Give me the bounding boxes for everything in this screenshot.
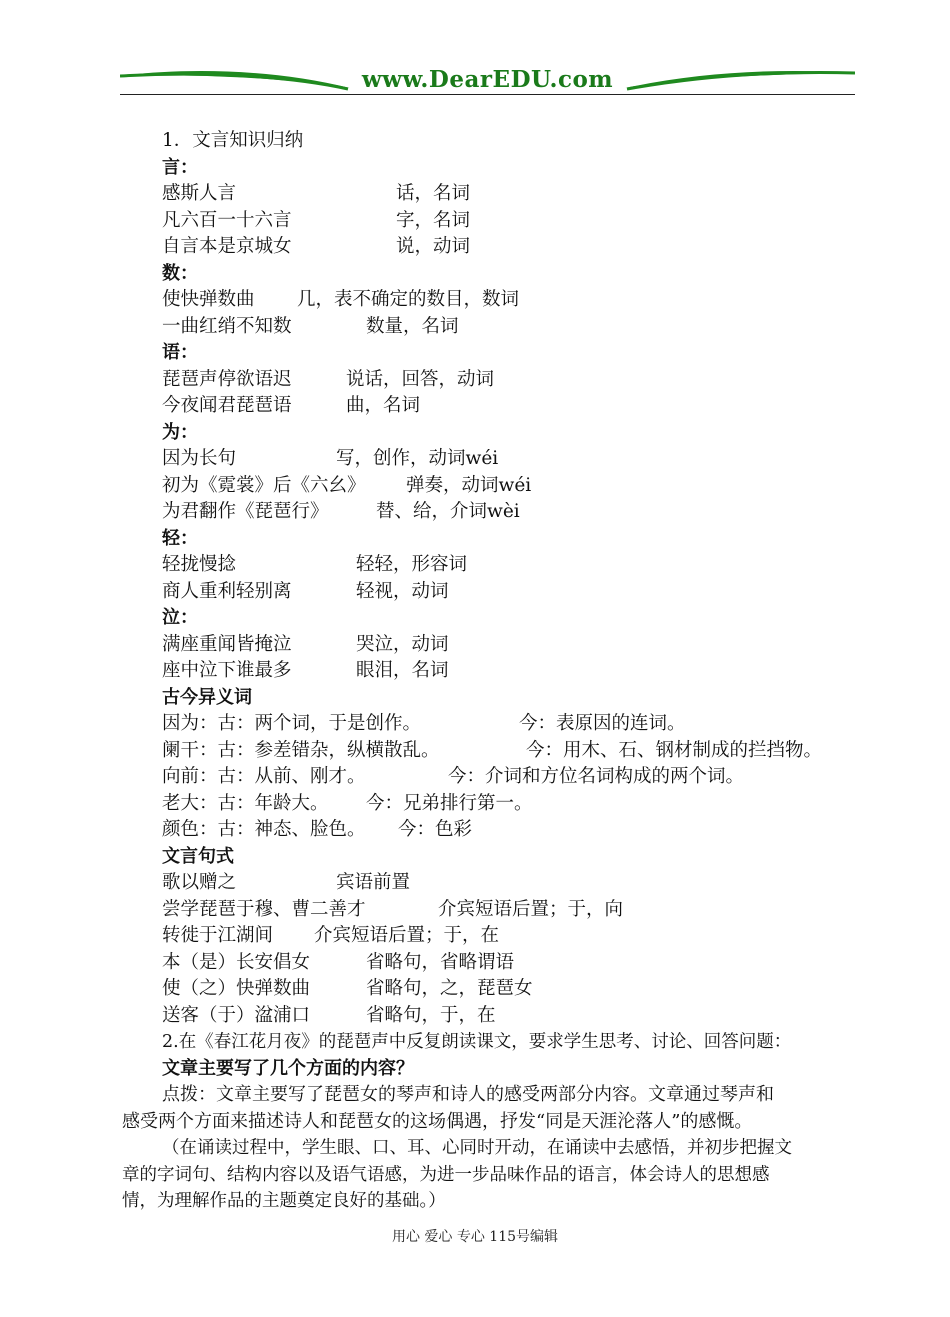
meaning: 字，名词 (396, 209, 471, 231)
main-content (162, 128, 862, 1082)
answer-paragraph (122, 1082, 857, 1135)
word-row (162, 287, 862, 314)
phrase: 感斯人言 (162, 183, 237, 204)
meaning: 替、给，介词wèi (376, 501, 520, 522)
word-heading: 语： (162, 342, 198, 363)
section-title: 1．文言知识归纳 (162, 130, 304, 151)
phrase: 凡六百一十六言 (162, 209, 292, 231)
note-line: （在诵读过程中，学生眼、口、耳、心同时开动，在诵读中去感悟，并初步把握文 (162, 1138, 792, 1158)
ancient-meaning: 老大：古：年龄大。 (162, 792, 329, 814)
phrase: 本（是）长安倡女 (162, 951, 311, 973)
ancient-modern-heading: 古今异义词 (162, 686, 252, 708)
ancient-meaning: 因为：古：两个词，于是创作。 (162, 713, 422, 734)
word-row (162, 208, 862, 235)
meaning: 几，表不确定的数目，数词 (297, 289, 520, 310)
phrase: 尝学琵琶于穆、曹二善才 (162, 898, 366, 920)
meaning: 写，创作，动词wéi (336, 448, 499, 469)
ancient-modern-row (162, 711, 862, 738)
word-row (162, 393, 862, 420)
word-row (162, 234, 862, 261)
phrase: 今夜闻君琵琶语 (162, 395, 292, 416)
meaning: 数量，名词 (366, 315, 459, 337)
meaning: 轻视，动词 (356, 580, 449, 602)
sentence-pattern-row (162, 976, 862, 1003)
modern-meaning: 今：介词和方位名词构成的两个词。 (448, 766, 745, 787)
sentence-pattern-heading: 文言句式 (162, 845, 234, 867)
word-row (162, 499, 862, 526)
sentence-pattern-row (162, 870, 862, 897)
phrase: 琵琶声停欲语迟 (162, 368, 292, 390)
ancient-meaning: 向前：古：从前、刚才。 (162, 766, 366, 787)
pattern: 宾语前置 (336, 872, 411, 893)
ancient-meaning: 阑干：古：参差错杂，纵横散乱。 (162, 739, 440, 761)
phrase: 满座重闻皆掩泣 (162, 633, 292, 655)
meaning: 话，名词 (396, 183, 471, 204)
meaning: 说话，回答，动词 (346, 368, 495, 390)
word-heading: 泣： (162, 607, 198, 628)
meaning: 哭泣，动词 (356, 633, 449, 655)
phrase: 自言本是京城女 (162, 236, 292, 257)
pattern: 介宾短语后置；于，向 (438, 898, 624, 920)
sentence-pattern-row (162, 923, 862, 950)
meaning: 说，动词 (396, 236, 471, 257)
answer-line: 点拨：文章主要写了琵琶女的琴声和诗人的感受两部分内容。文章通过琴声和 (162, 1084, 774, 1105)
phrase: 使（之）快弹数曲 (162, 978, 311, 999)
ancient-modern-row (162, 791, 862, 818)
word-row (162, 314, 862, 341)
pattern: 省略句，省略谓语 (366, 951, 515, 973)
header-divider (120, 94, 855, 95)
modern-meaning: 今：用木、石、钢材制成的拦挡物。 (526, 739, 823, 761)
word-heading: 为： (162, 421, 198, 443)
phrase: 轻拢慢捻 (162, 554, 237, 575)
phrase: 为君翻作《琵琶行》 (162, 501, 329, 522)
phrase: 商人重利轻别离 (162, 580, 292, 602)
section2-intro: 2.在《春江花月夜》的琵琶声中反复朗读课文，要求学生思考、讨论、回答问题： (162, 1032, 792, 1052)
ancient-modern-row (162, 764, 862, 791)
phrase: 送客（于）湓浦口 (162, 1004, 311, 1026)
sentence-pattern-row (162, 950, 862, 977)
note-line: 情，为理解作品的主题奠定良好的基础。） (122, 1191, 446, 1211)
phrase: 因为长句 (162, 448, 237, 469)
sentence-pattern-row (162, 1003, 862, 1030)
section2-question: 文章主要写了几个方面的内容？ (162, 1057, 414, 1079)
phrase: 歌以赠之 (162, 872, 237, 893)
phrase: 一曲红绡不知数 (162, 315, 292, 337)
word-heading: 轻： (162, 527, 198, 549)
phrase: 转徙于江湖间 (162, 925, 274, 946)
modern-meaning: 今：表原因的连词。 (519, 713, 686, 734)
word-row (162, 446, 862, 473)
meaning: 弹奏，动词wéi (406, 474, 532, 496)
word-row (162, 579, 862, 606)
ancient-modern-row (162, 817, 862, 844)
modern-meaning: 今：兄弟排行第一。 (366, 792, 533, 814)
ancient-modern-row (162, 738, 862, 765)
word-row (162, 658, 862, 685)
site-logo[interactable]: www.DearEDU.com (361, 66, 614, 93)
note-line: 章的字词句、结构内容以及语气语感，为进一步品味作品的语言，体会诗人的思想感 (122, 1164, 770, 1185)
word-row (162, 473, 862, 500)
word-heading: 数： (162, 262, 198, 284)
meaning: 曲，名词 (346, 395, 421, 416)
word-row (162, 632, 862, 659)
modern-meaning: 今：色彩 (398, 819, 473, 840)
sentence-pattern-row (162, 897, 862, 924)
page-footer: 用心 爱心 专心 115号编辑 (391, 1229, 559, 1245)
word-row (162, 181, 862, 208)
answer-line: 感受两个方面来描述诗人和琵琶女的这场偶遇，抒发“同是天涯沦落人”的感慨。 (122, 1110, 753, 1132)
meaning: 轻轻，形容词 (356, 554, 468, 575)
word-heading: 言： (162, 156, 198, 178)
phrase: 使快弹数曲 (162, 289, 255, 310)
pattern: 省略句，之，琵琶女 (366, 978, 533, 999)
pattern: 省略句，于，在 (366, 1004, 496, 1026)
phrase: 初为《霓裳》后《六幺》 (162, 474, 366, 496)
note-paragraph (122, 1135, 857, 1215)
phrase: 座中泣下谁最多 (162, 660, 292, 681)
meaning: 眼泪，名词 (356, 660, 449, 681)
word-row (162, 552, 862, 579)
pattern: 介宾短语后置；于，在 (314, 925, 500, 946)
word-row (162, 367, 862, 394)
ancient-meaning: 颜色：古：神态、脸色。 (162, 819, 366, 840)
